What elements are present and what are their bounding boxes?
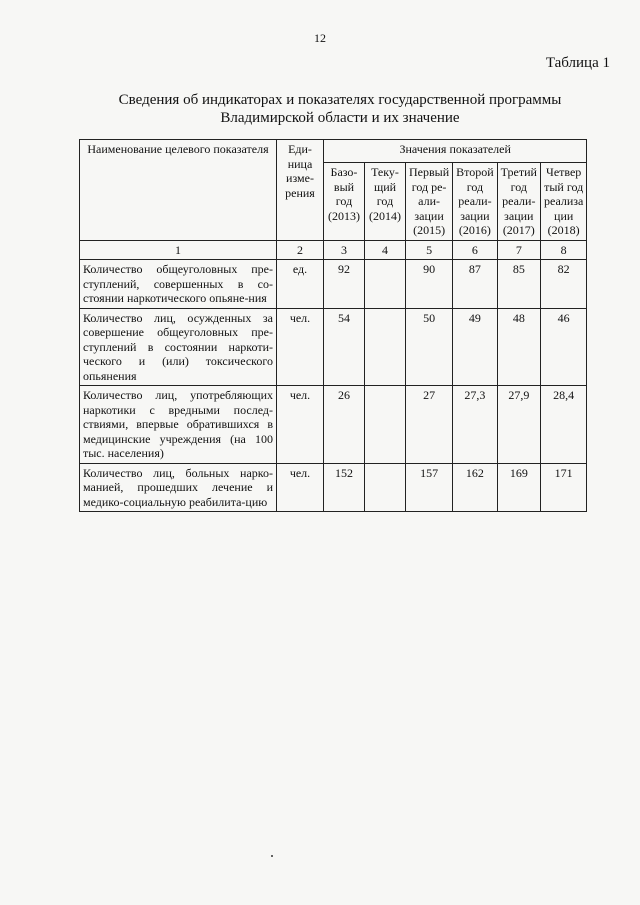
- table-row: [80, 260, 587, 309]
- header-year: Четвер тый год реализа ции (2018): [540, 163, 586, 241]
- header-name: Наименование целевого показателя: [80, 140, 277, 241]
- indicator-value: [365, 463, 406, 512]
- indicator-unit: чел.: [277, 463, 324, 512]
- indicator-value: 50: [406, 308, 453, 386]
- scan-speck: [271, 855, 273, 857]
- table-label: Таблица 1: [545, 55, 610, 71]
- indicator-value: 27,9: [497, 386, 540, 464]
- header-year: Базо-вый год (2013): [324, 163, 365, 241]
- indicator-name: Количество лиц, больных нарко-манией, прошедших лечение и медико-социальную реабилита-цию: [80, 463, 277, 512]
- header-values: Значения показателей: [324, 140, 587, 163]
- indicator-value: 92: [324, 260, 365, 309]
- indicator-name: Количество общеуголовных пре-ступлений, совершенных в со-стоянии наркотического опьяне-ния: [80, 260, 277, 309]
- indicator-unit: чел.: [277, 308, 324, 386]
- header-year: Первый год ре-али-зации (2015): [406, 163, 453, 241]
- indicator-value: 54: [324, 308, 365, 386]
- column-number: 1: [80, 240, 277, 260]
- indicator-value: 28,4: [540, 386, 586, 464]
- indicator-value: 169: [497, 463, 540, 512]
- header-year: Третий год реали-зации (2017): [497, 163, 540, 241]
- indicator-value: 26: [324, 386, 365, 464]
- indicator-value: 90: [406, 260, 453, 309]
- column-number: 5: [406, 240, 453, 260]
- indicator-unit: чел.: [277, 386, 324, 464]
- indicator-value: 46: [540, 308, 586, 386]
- indicator-value: 87: [453, 260, 498, 309]
- indicator-value: [365, 308, 406, 386]
- header-unit: Еди-ница изме-рения: [277, 140, 324, 241]
- header-year: Теку-щий год (2014): [365, 163, 406, 241]
- column-number: 6: [453, 240, 498, 260]
- indicators-table: [79, 139, 587, 512]
- indicator-value: [365, 386, 406, 464]
- column-number: 3: [324, 240, 365, 260]
- table-row: [80, 386, 587, 464]
- column-number: 4: [365, 240, 406, 260]
- indicator-value: 157: [406, 463, 453, 512]
- indicator-value: 82: [540, 260, 586, 309]
- indicator-unit: ед.: [277, 260, 324, 309]
- indicator-value: 49: [453, 308, 498, 386]
- indicator-value: 85: [497, 260, 540, 309]
- table-row: [80, 463, 587, 512]
- page-number: 12: [314, 31, 326, 45]
- indicator-value: 27,3: [453, 386, 498, 464]
- column-number: 7: [497, 240, 540, 260]
- column-number: 2: [277, 240, 324, 260]
- indicator-value: 162: [453, 463, 498, 512]
- header-year: Второй год реали-зации (2016): [453, 163, 498, 241]
- indicator-value: 152: [324, 463, 365, 512]
- table-row: [80, 308, 587, 386]
- indicator-value: 48: [497, 308, 540, 386]
- indicator-value: 171: [540, 463, 586, 512]
- column-number: 8: [540, 240, 586, 260]
- document-title: Сведения об индикаторах и показателях государственной программы Владимирской области и их значение: [118, 92, 562, 126]
- indicator-name: Количество лиц, употребляющих наркотики с вредными послед-ствиями, впервые обратившихся в медицинские учреждения (на 100 тыс. населения): [80, 386, 277, 464]
- indicator-name: Количество лиц, осужденных за совершение общеуголовных пре-ступлений в состоянии наркоти-ческого и (или) токсического опьянения: [80, 308, 277, 386]
- indicator-value: [365, 260, 406, 309]
- indicator-value: 27: [406, 386, 453, 464]
